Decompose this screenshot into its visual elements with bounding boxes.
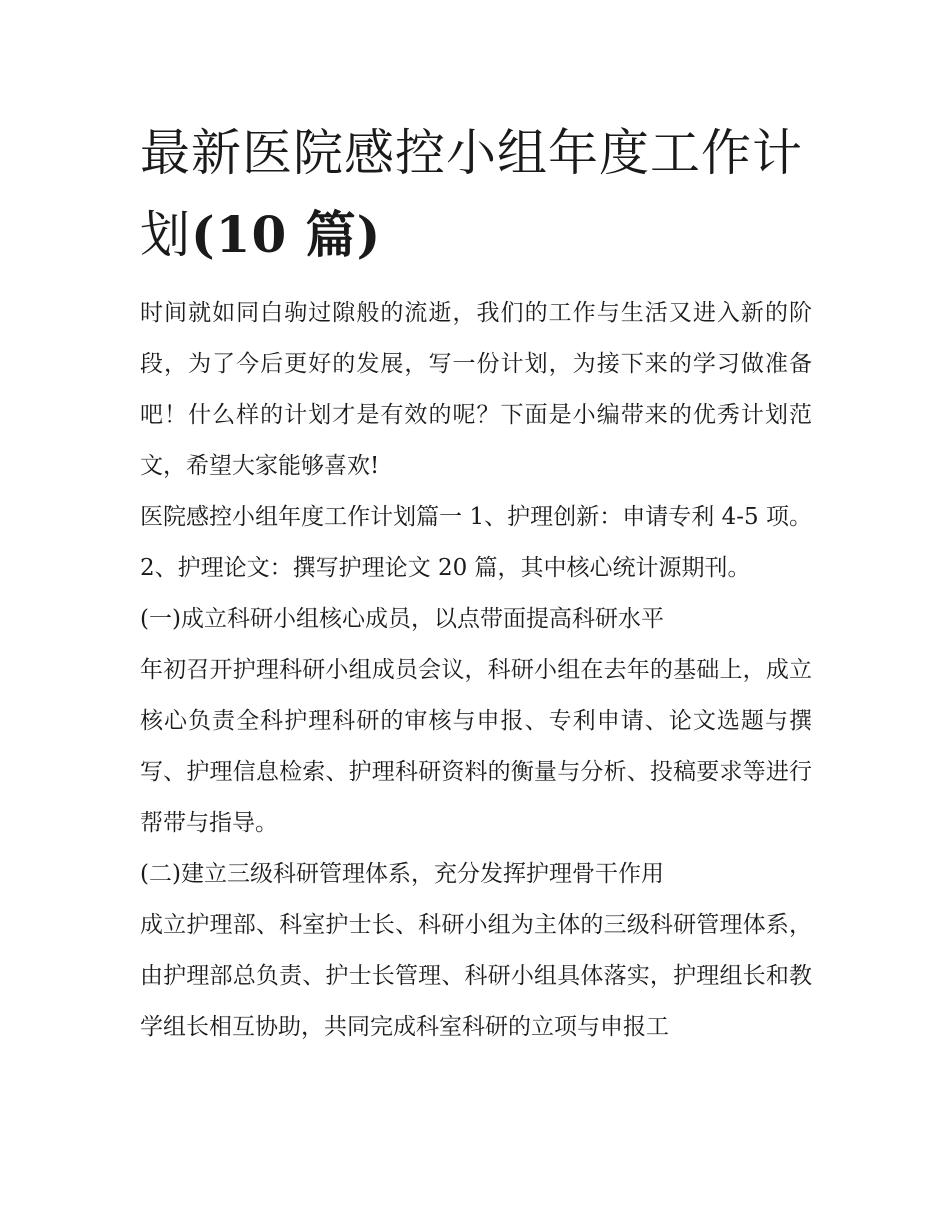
section-body-one: 年初召开护理科研小组成员会议，科研小组在去年的基础上，成立核心负责全科护理科研的审核与申报、专利申请、论文选题与撰写、护理信息检索、护理科研资料的衡量与分析、投稿要求等进行帮带与指导。: [140, 657, 812, 836]
section-heading-two: (二)建立三级科研管理体系，充分发挥护理骨干作用: [140, 861, 664, 887]
section-body-two: 成立护理部、科室护士长、科研小组为主体的三级科研管理体系，由护理部总负责、护士长管理、科研小组具体落实，护理组长和教学组长相互协助，共同完成科室科研的立项与申报工: [140, 912, 812, 1040]
plan-one-paragraph: 医院感控小组年度工作计划篇一 1、护理创新：申请专利 4-5 项。 2、护理论文：撰写护理论文 20 篇，其中核心统计源期刊。: [140, 504, 812, 581]
document-page: [140, 112, 812, 1053]
document-title: [140, 112, 812, 276]
intro-paragraph: 时间就如同白驹过隙般的流逝，我们的工作与生活又进入新的阶段，为了今后更好的发展，写一份计划，为接下来的学习做准备吧！什么样的计划才是有效的呢？下面是小编带来的优秀计划范文，希望大家能够喜欢!: [140, 300, 812, 479]
title-main: 最新医院感控小组年度工作计划: [140, 124, 803, 264]
title-suffix: (10 篇): [191, 205, 382, 264]
section-heading-one: (一)成立科研小组核心成员，以点带面提高科研水平: [140, 606, 664, 632]
